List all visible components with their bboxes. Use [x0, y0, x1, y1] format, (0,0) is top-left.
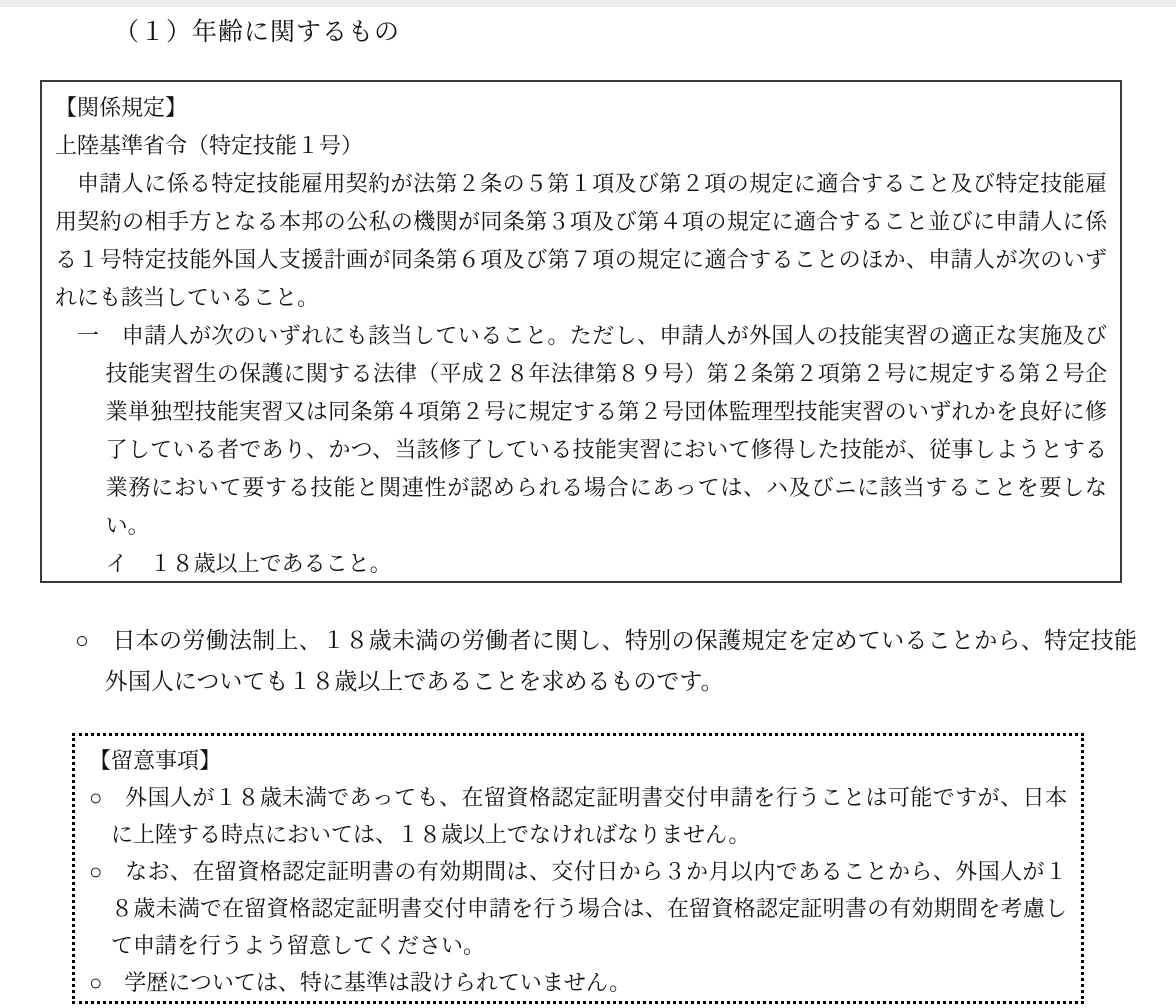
note-item: ○ なお、在留資格認定証明書の有効期間は、交付日から３か月以内であることから、外国人が１８歳未満で在留資格認定証明書交付申請を行う場合は、在留資格認定証明書の有効期間を考慮して申請を行うよう留意してください。	[89, 859, 1067, 958]
notes-box-title: 【留意事項】	[89, 748, 222, 773]
section-heading: （１）年齢に関するもの	[114, 18, 401, 46]
window-top-edge	[0, 0, 1176, 7]
regulation-box-title: 【関係規定】	[55, 95, 188, 120]
regulation-item-ichi: 一 申請人が次のいずれにも該当していること。ただし、申請人が外国人の技能実習の適正な実施及び技能実習生の保護に関する法律（平成２８年法律第８９号）第２条第２項第２号に規定する第２号企業単独型技能実習又は同条第４項第２号に規定する第２号団体監理型技能実習のいずれかを良好に修了している者であり、かつ、当該修了している技能実習において修得した技能が、従事しようとする業務において要する技能と関連性が認められる場合にあっては、ハ及びニに該当することを要しない。	[77, 323, 1107, 538]
regulation-item-i: イ １８歳以上であること。	[105, 551, 392, 576]
regulation-box	[40, 80, 1122, 583]
notes-box	[72, 733, 1084, 1004]
regulation-box-subtitle: 上陸基準省令（特定技能１号）	[55, 133, 364, 158]
regulation-paragraph: 申請人に係る特定技能雇用契約が法第２条の５第１項及び第２項の規定に適合すること及び特定技能雇用契約の相手方となる本邦の公私の機関が同条第３項及び第４項の規定に適合すること並びに申請人に係る１号特定技能外国人支援計画が同条第６項及び第７項の規定に適合することのほか、申請人が次のいずれにも該当していること。	[55, 171, 1107, 310]
note-item: ○ 外国人が１８歳未満であっても、在留資格認定証明書交付申請を行うことは可能ですが、日本に上陸する時点においては、１８歳以上でなければなりません。	[89, 785, 1067, 847]
age-requirement-note: ○ 日本の労働法制上、１８歳未満の労働者に関し、特別の保護規定を定めていることから、特定技能外国人についても１８歳以上であることを求めるものです。	[75, 627, 1137, 694]
note-item: ○ 学歴については、特に基準は設けられていません。	[89, 970, 632, 995]
